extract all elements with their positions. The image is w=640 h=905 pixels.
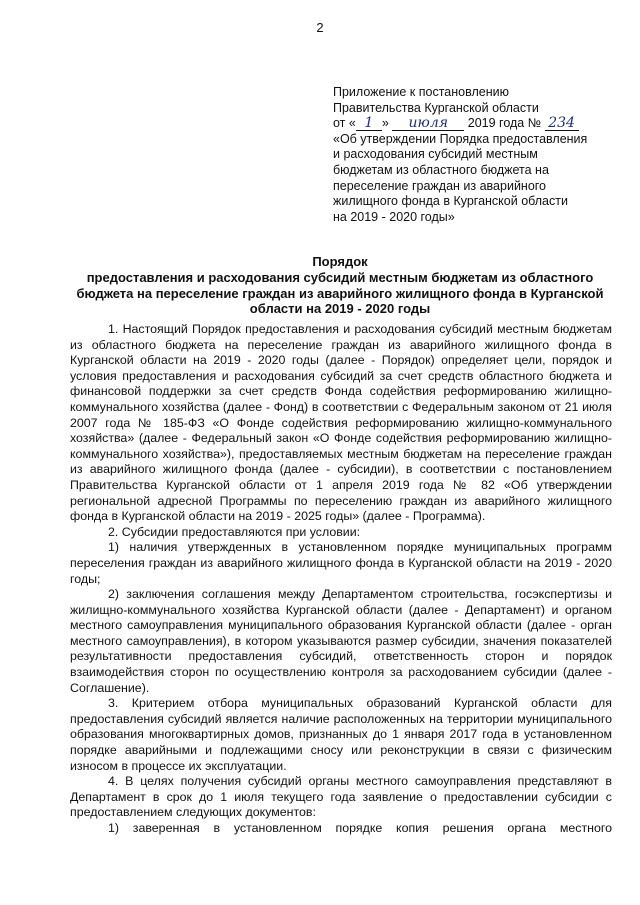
appendix-block bbox=[333, 85, 623, 225]
appendix-line: Приложение к постановлению bbox=[333, 85, 509, 99]
document-title bbox=[70, 254, 610, 317]
appendix-line: бюджетам из областного бюджета на bbox=[333, 162, 549, 177]
title-heading: Порядок bbox=[312, 254, 368, 269]
paragraph: 1) заверенная в установленном порядке копия решения органа местного bbox=[108, 821, 612, 835]
date-year-label: 2019 года № bbox=[467, 116, 542, 131]
title-subheading: предоставления и расходования субсидий местным бюджетам из областного бюджета на переселение граждан из аварийного жилищного фонда в Курганской области на 2019 - 2020 годы bbox=[76, 269, 604, 317]
handwritten-number: 234 bbox=[545, 117, 579, 131]
appendix-line: на 2019 - 2020 годы» bbox=[333, 209, 455, 224]
date-from-label: от « bbox=[333, 116, 356, 131]
document-body bbox=[70, 322, 612, 837]
page-number: 2 bbox=[316, 20, 324, 35]
paragraph: 1) наличия утвержденных в установленном порядке муниципальных программ переселения граждан из аварийного жилищного фонда в Курганской области на 2019 - 2020 годы; bbox=[70, 540, 612, 586]
handwritten-month: июля bbox=[392, 117, 464, 131]
appendix-line: переселение граждан из аварийного bbox=[333, 178, 547, 193]
handwritten-day: 1 bbox=[356, 117, 382, 131]
appendix-line: Правительства Курганской области bbox=[333, 100, 539, 115]
date-quote: » bbox=[381, 116, 389, 131]
appendix-line: и расходования субсидий местным bbox=[333, 147, 538, 162]
appendix-line: жилищного фонда в Курганской области bbox=[333, 194, 568, 209]
paragraph: 4. В целях получения субсидий органы местного самоуправления представляют в Департамент в срок до 1 июля текущего года заявление о предоставлении субсидии с предоставлением следующих документов: bbox=[70, 774, 612, 820]
appendix-date-line bbox=[333, 116, 623, 132]
paragraph: 2. Субсидии предоставляются при условии: bbox=[108, 524, 361, 539]
paragraph: 2) заключения соглашения между Департаментом строительства, госэкспертизы и жилищно-коммунального хозяйства Курганской области (далее - Департамент) и органом местного самоуправления муниципального образования Курганской области (далее - орган местного самоуправления), в котором указываются размер субсидии, значения показателей результативности предоставления субсидий, ответственность сторон и порядок взаимодействия сторон по осуществлению контроля за расходованием субсидии (далее - Соглашение). bbox=[70, 587, 612, 695]
paragraph: 1. Настоящий Порядок предоставления и расходования субсидий местным бюджетам из областного бюджета на переселение граждан из аварийного жилищного фонда в Курганской области на 2019 - 2020 годы (далее - Порядок) определяет цели, порядок и условия предоставления и расходования субсидий за счет средств областного бюджета и финансовой поддержки за счет средств Фонда содействия реформированию жилищно-коммунального хозяйства (далее - Фонд) в соответствии с Федеральным законом от 21 июля 2007 года № 185-ФЗ «О Фонде содействия реформированию жилищно-коммунального хозяйства» (далее - Федеральный закон «О Фонде содействия реформированию жилищно-коммунального хозяйства»), предоставляемых местным бюджетам на переселение граждан из аварийного жилищного фонда (далее - субсидии), в соответствии с постановлением Правительства Курганской области от 1 апреля 2019 года № 82 «Об утверждении региональной адресной Программы по переселению граждан из аварийного жилищного фонда в Курганской области на 2019 - 2025 годы» (далее - Программа). bbox=[70, 322, 612, 524]
paragraph: 3. Критерием отбора муниципальных образований Курганской области для предоставления субсидий является наличие расположенных на территории муниципального образования многоквартирных домов, признанных до 1 января 2017 года в установленном порядке аварийными и подлежащими сносу или реконструкции в связи с физическим износом в процессе их эксплуатации. bbox=[70, 696, 612, 773]
appendix-line: «Об утверждении Порядка предоставления bbox=[333, 131, 588, 146]
